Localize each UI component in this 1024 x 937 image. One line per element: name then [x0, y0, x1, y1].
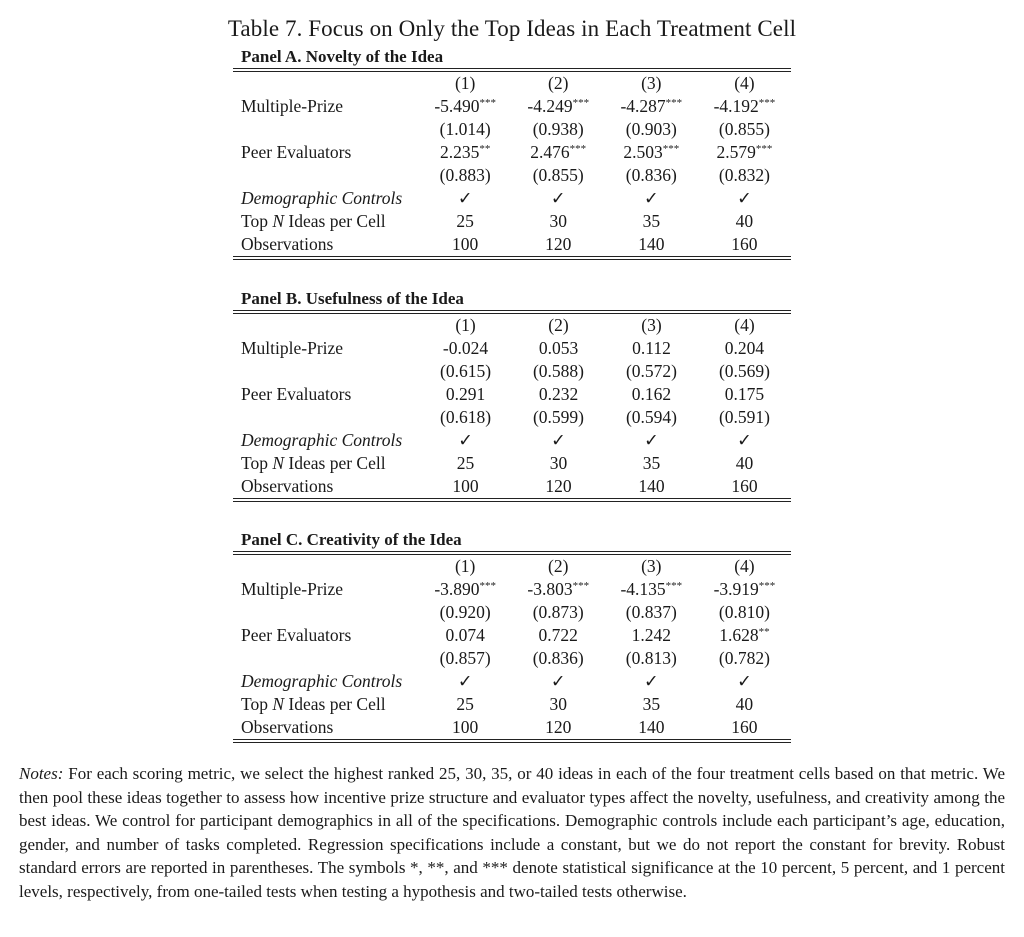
coefficient: 0.291	[445, 384, 486, 404]
cell-value	[698, 118, 791, 141]
cell-value	[419, 95, 512, 118]
observations-value: 140	[638, 717, 665, 737]
row-label	[233, 360, 419, 383]
coefficient: (0.599)	[532, 407, 585, 427]
table-row	[233, 95, 791, 118]
row-label: Peer Evaluators	[241, 625, 352, 645]
coefficient: (1.014)	[439, 119, 491, 139]
check-icon: ✓	[737, 188, 752, 208]
row-label: Peer Evaluators	[241, 384, 352, 404]
table-notes	[19, 762, 1005, 903]
coefficient: -0.024	[442, 338, 489, 358]
cell-value	[605, 578, 698, 601]
header-blank	[233, 314, 419, 337]
coefficient: 2.579	[716, 142, 756, 162]
column-header: (4)	[734, 556, 755, 576]
cell-value	[419, 383, 512, 406]
significance-stars: ***	[665, 580, 683, 592]
row-label: Multiple-Prize	[241, 338, 344, 358]
panel-title: Panel B. Usefulness of the Idea	[241, 289, 464, 308]
significance-stars: ***	[758, 97, 776, 109]
check-icon: ✓	[457, 188, 473, 208]
panel-table	[233, 555, 791, 739]
cell-value	[605, 360, 698, 383]
cell-value	[512, 647, 605, 670]
table-row	[233, 337, 791, 360]
column-header: (1)	[454, 556, 476, 576]
topn-row	[233, 210, 791, 233]
observations-label: Observations	[241, 717, 334, 737]
cell-value	[698, 164, 791, 187]
table-row	[233, 624, 791, 647]
topn-label	[233, 210, 419, 233]
coefficient: (0.855)	[718, 119, 770, 139]
cell-value	[698, 578, 791, 601]
coefficient: -4.287	[620, 96, 666, 116]
coefficient: (0.618)	[440, 407, 492, 427]
coefficient: (0.855)	[532, 165, 584, 185]
cell-value	[419, 141, 512, 164]
check-icon: ✓	[644, 430, 659, 450]
table-row	[233, 383, 791, 406]
controls-row	[233, 187, 791, 210]
column-header: (1)	[455, 315, 476, 335]
observations-value: 140	[638, 234, 665, 254]
significance-stars: ***	[758, 580, 776, 592]
cell-value	[512, 406, 605, 429]
observations-value: 160	[731, 234, 758, 254]
cell-value	[512, 337, 605, 360]
coefficient: 0.232	[538, 384, 579, 404]
topn-label	[233, 693, 419, 716]
observations-row	[233, 716, 791, 739]
cell-value	[605, 383, 698, 406]
table-title: Table 7. Focus on Only the Top Ideas in Each Treatment Cell	[227, 16, 797, 41]
cell-value	[698, 95, 791, 118]
coefficient: (0.782)	[718, 648, 770, 668]
significance-stars: **	[758, 626, 770, 638]
topn-label-n: N	[272, 453, 285, 473]
observations-value: 120	[545, 717, 572, 737]
column-header: (3)	[641, 315, 662, 335]
column-header: (3)	[641, 73, 662, 93]
coefficient: (0.810)	[718, 602, 770, 622]
coefficient: 0.722	[538, 625, 578, 645]
column-header-row	[233, 555, 791, 578]
coefficient: -4.249	[527, 96, 573, 116]
cell-value	[419, 360, 512, 383]
cell-value	[605, 601, 698, 624]
coefficient: 0.162	[631, 384, 672, 404]
coefficient: 1.242	[631, 625, 671, 645]
topn-value: 40	[735, 211, 754, 231]
double-rule	[233, 498, 791, 502]
cell-value	[512, 624, 605, 647]
cell-value	[698, 141, 791, 164]
topn-label-n: N	[272, 211, 285, 231]
coefficient: (0.836)	[532, 648, 584, 668]
double-rule	[233, 256, 791, 260]
topn-row	[233, 693, 791, 716]
cell-value	[698, 601, 791, 624]
topn-value: 35	[642, 211, 661, 231]
row-label	[233, 647, 419, 670]
observations-row	[233, 233, 791, 256]
topn-label-pre: Top	[241, 453, 273, 473]
coefficient: (0.873)	[532, 602, 584, 622]
topn-value: 30	[549, 211, 567, 231]
check-icon: ✓	[458, 430, 473, 450]
panel-b	[233, 288, 791, 502]
observations-value: 100	[452, 234, 479, 254]
topn-value: 35	[642, 453, 661, 473]
controls-label: Demographic Controls	[241, 430, 403, 450]
panel-c	[233, 529, 791, 743]
row-label: Multiple-Prize	[241, 96, 344, 116]
check-icon: ✓	[550, 188, 566, 208]
check-icon: ✓	[457, 671, 473, 691]
observations-value: 160	[731, 717, 758, 737]
controls-row	[233, 670, 791, 693]
coefficient: (0.938)	[532, 119, 584, 139]
topn-value: 30	[549, 694, 567, 714]
cell-value	[512, 578, 605, 601]
row-label: Peer Evaluators	[241, 142, 352, 162]
significance-stars: **	[479, 143, 491, 155]
cell-value	[419, 624, 512, 647]
check-icon: ✓	[550, 671, 566, 691]
coefficient: (0.615)	[440, 361, 492, 381]
cell-value	[698, 337, 791, 360]
observations-label: Observations	[241, 234, 334, 254]
coefficient: 1.628	[719, 625, 759, 645]
coefficient: (0.591)	[718, 407, 770, 427]
topn-value: 25	[456, 453, 475, 473]
observations-value: 100	[452, 476, 479, 496]
coefficient: -4.192	[713, 96, 759, 116]
significance-stars: ***	[479, 97, 497, 109]
row-label: Multiple-Prize	[241, 579, 344, 599]
cell-value	[419, 337, 512, 360]
cell-value	[698, 383, 791, 406]
controls-label: Demographic Controls	[241, 671, 403, 691]
significance-stars: ***	[572, 97, 590, 109]
coefficient: (0.832)	[718, 165, 770, 185]
controls-row	[233, 429, 791, 452]
column-header: (2)	[548, 73, 569, 93]
table-row	[233, 578, 791, 601]
topn-value: 25	[456, 694, 474, 714]
panel-table	[233, 72, 791, 256]
cell-value	[698, 360, 791, 383]
observations-value: 160	[731, 476, 758, 496]
check-icon: ✓	[737, 671, 752, 691]
coefficient: 0.204	[724, 338, 765, 358]
topn-label-post: Ideas per Cell	[284, 694, 386, 714]
row-label	[233, 406, 419, 429]
table-row	[233, 118, 791, 141]
cell-value	[605, 95, 698, 118]
topn-label-pre: Top	[241, 211, 273, 231]
coefficient: -5.490	[434, 96, 480, 116]
coefficient: (0.837)	[625, 602, 677, 622]
topn-label-post: Ideas per Cell	[284, 453, 386, 473]
row-label	[233, 118, 419, 141]
coefficient: 2.235	[439, 142, 480, 162]
observations-value: 140	[638, 476, 665, 496]
coefficient: 2.503	[623, 142, 663, 162]
column-header: (4)	[734, 73, 755, 93]
header-blank	[233, 72, 419, 95]
coefficient: 2.476	[530, 142, 570, 162]
coefficient: (0.883)	[439, 165, 491, 185]
coefficient: (0.594)	[625, 407, 677, 427]
double-rule	[233, 739, 791, 743]
table-row	[233, 406, 791, 429]
coefficient: (0.920)	[439, 602, 491, 622]
topn-row	[233, 452, 791, 475]
topn-label	[233, 452, 419, 475]
cell-value	[605, 624, 698, 647]
notes-label: Notes:	[19, 764, 64, 783]
topn-label-post: Ideas per Cell	[284, 211, 386, 231]
cell-value	[605, 406, 698, 429]
panel-a	[233, 46, 791, 260]
controls-label: Demographic Controls	[241, 188, 403, 208]
row-label	[233, 601, 419, 624]
table-row	[233, 360, 791, 383]
coefficient: (0.836)	[625, 165, 677, 185]
cell-value	[512, 360, 605, 383]
column-header: (2)	[548, 315, 569, 335]
coefficient: 0.053	[538, 338, 579, 358]
column-header: (2)	[548, 556, 569, 576]
notes-text: For each scoring metric, we select the highest ranked 25, 30, 35, or 40 ideas in each of the four treatment cells based on that metric. We then pool these ideas together to assess how incentive prize structure and evaluator types affect the novelty, usefulness, and creativity among the best ideas. We control for participant demographics in all of the specifications. Demographic controls include each participant’s age, education, gender, and number of tasks completed. Regression specifications include a constant, but we do not report the constant for brevity. Robust standard errors are reported in parentheses. The symbols *, **, and *** denote statistical significance at the 10 percent, 5 percent, and 1 percent levels, respectively, from one-tailed tests when testing a hypothesis and two-tailed tests otherwise.	[19, 764, 1005, 901]
coefficient: (0.903)	[625, 119, 677, 139]
coefficient: 0.112	[632, 338, 671, 358]
topn-value: 40	[735, 453, 754, 473]
cell-value	[419, 647, 512, 670]
observations-value: 120	[545, 476, 572, 496]
coefficient: (0.857)	[439, 648, 491, 668]
topn-value: 40	[735, 694, 754, 714]
check-icon: ✓	[737, 430, 752, 450]
coefficient: -4.135	[620, 579, 666, 599]
table-row	[233, 601, 791, 624]
significance-stars: ***	[665, 97, 683, 109]
table-row	[233, 647, 791, 670]
cell-value	[419, 578, 512, 601]
topn-label-n: N	[272, 694, 285, 714]
coefficient: (0.588)	[532, 361, 585, 381]
cell-value	[512, 118, 605, 141]
cell-value	[605, 118, 698, 141]
observations-value: 100	[452, 717, 479, 737]
coefficient: 0.175	[724, 384, 765, 404]
panel-title: Panel A. Novelty of the Idea	[241, 47, 444, 66]
panel-title: Panel C. Creativity of the Idea	[241, 530, 462, 549]
column-header: (3)	[641, 556, 662, 576]
significance-stars: ***	[662, 143, 680, 155]
coefficient: -3.803	[527, 579, 573, 599]
topn-value: 35	[642, 694, 661, 714]
coefficient: (0.572)	[625, 361, 677, 381]
panel-table	[233, 314, 791, 498]
observations-row	[233, 475, 791, 498]
column-header-row	[233, 314, 791, 337]
coefficient: -3.919	[713, 579, 759, 599]
topn-value: 25	[456, 211, 474, 231]
significance-stars: ***	[479, 580, 497, 592]
topn-label-pre: Top	[241, 694, 273, 714]
column-header: (1)	[454, 73, 476, 93]
significance-stars: ***	[569, 143, 587, 155]
cell-value	[419, 406, 512, 429]
table-row	[233, 141, 791, 164]
cell-value	[605, 647, 698, 670]
topn-value: 30	[549, 453, 568, 473]
coefficient: (0.569)	[718, 361, 770, 381]
observations-value: 120	[545, 234, 572, 254]
cell-value	[512, 95, 605, 118]
table-row	[233, 164, 791, 187]
row-label	[233, 164, 419, 187]
coefficient: (0.813)	[625, 648, 677, 668]
check-icon: ✓	[551, 430, 566, 450]
check-icon: ✓	[643, 188, 659, 208]
cell-value	[698, 647, 791, 670]
observations-label: Observations	[241, 476, 334, 496]
column-header-row	[233, 72, 791, 95]
cell-value	[605, 141, 698, 164]
header-blank	[233, 555, 419, 578]
coefficient: 0.074	[445, 625, 485, 645]
cell-value	[698, 406, 791, 429]
check-icon: ✓	[643, 671, 659, 691]
cell-value	[605, 337, 698, 360]
cell-value	[512, 601, 605, 624]
cell-value	[419, 118, 512, 141]
cell-value	[605, 164, 698, 187]
cell-value	[512, 164, 605, 187]
cell-value	[698, 624, 791, 647]
cell-value	[419, 601, 512, 624]
cell-value	[512, 141, 605, 164]
significance-stars: ***	[755, 143, 773, 155]
coefficient: -3.890	[434, 579, 480, 599]
cell-value	[419, 164, 512, 187]
cell-value	[512, 383, 605, 406]
column-header: (4)	[734, 315, 755, 335]
significance-stars: ***	[572, 580, 590, 592]
